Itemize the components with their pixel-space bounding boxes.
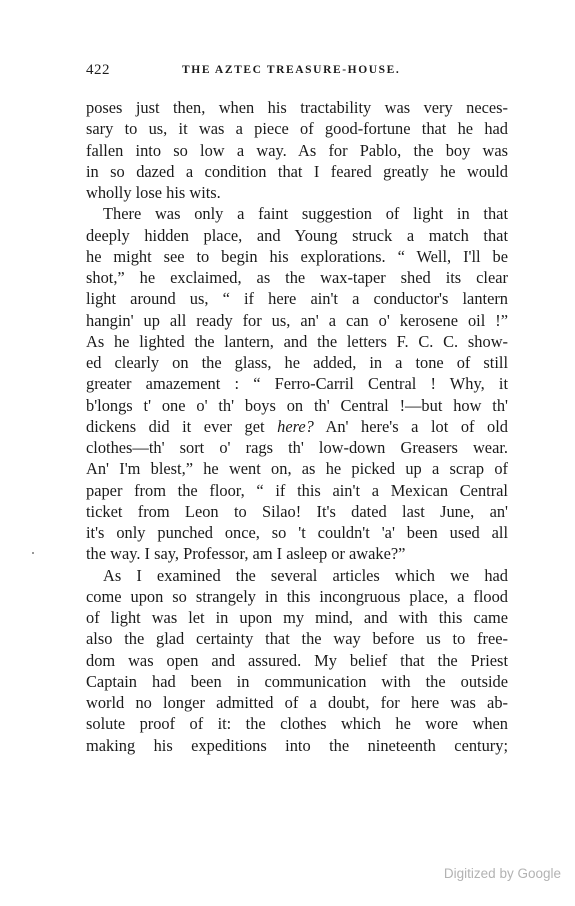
paragraph-start-line: As I examined the several articles which we had — [103, 565, 508, 585]
ink-speck — [32, 552, 34, 554]
text-line: b'longs t' one o' th' boys on th' Central !—but how th' — [86, 395, 508, 415]
text-line-with-italic — [86, 416, 508, 437]
text-line: poses just then, when his tractability was very neces- — [86, 98, 508, 117]
text-line: paper from the floor, “ if this ain't a Mexican Central — [86, 480, 508, 500]
text-line: sary to us, it was a piece of good-fortune that he had — [86, 119, 508, 139]
text-line: he might see to begin his explorations. “ Well, I'll be — [86, 246, 508, 266]
running-title: THE AZTEC TREASURE-HOUSE. — [182, 64, 401, 76]
italic-word: here? — [277, 416, 314, 436]
paragraph-start-line: There was only a faint suggestion of light in that — [103, 204, 508, 224]
text-line: shot,” he exclaimed, as the wax-taper shed its clear — [86, 268, 508, 287]
running-head — [86, 58, 510, 82]
digitization-watermark: Digitized by Google — [443, 866, 561, 881]
text-line: An' I'm blest,” he went on, as he picked up a scrap of — [86, 459, 508, 479]
text-line: in so dazed a condition that I feared greatly he would — [86, 161, 508, 181]
text-line: As he lighted the lantern, and the letters F. C. C. show- — [86, 331, 508, 351]
text-line: making his expeditions into the nineteenth century; — [86, 735, 508, 755]
text-line: greater amazement : “ Ferro-Carril Central ! Why, it — [86, 374, 508, 394]
page-number: 422 — [86, 62, 110, 78]
text-line: it's only punched once, so 't couldn't 'a' been used all — [86, 523, 508, 542]
text-line: ed clearly on the glass, he added, in a tone of still — [86, 353, 508, 372]
text-line: clothes—th' sort o' rags th' low-down Greasers wear. — [86, 438, 508, 457]
text-line: Captain had been in communication with the outside — [86, 671, 508, 691]
text-line: of light was let in upon my mind, and with this came — [86, 608, 508, 627]
text-line: the way. I say, Professor, am I asleep or awake?” — [86, 544, 406, 564]
text-line: solute proof of it: the clothes which he wore when — [86, 714, 508, 734]
text-line: hangin' up all ready for us, an' a can o' kerosene oil !” — [86, 310, 508, 330]
text-line: come upon so strangely in this incongruous place, a flood — [86, 586, 508, 606]
text-run: An' here's a lot of old — [313, 416, 508, 436]
text-line: world no longer admitted of a doubt, for here was ab- — [86, 693, 508, 712]
text-line: wholly lose his wits. — [86, 183, 221, 202]
text-line: light around us, “ if here ain't a conductor's lantern — [86, 289, 508, 309]
body-text — [86, 97, 508, 756]
text-line: dom was open and assured. My belief that the Priest — [86, 650, 508, 670]
text-line: ticket from Leon to Silao! It's dated last June, an' — [86, 501, 508, 521]
text-run: dickens did it ever get — [86, 416, 278, 436]
text-line: fallen into so low a way. As for Pablo, the boy was — [86, 140, 508, 160]
text-line: also the glad certainty that the way before us to free- — [86, 629, 508, 649]
text-line: deeply hidden place, and Young struck a match that — [86, 225, 508, 245]
